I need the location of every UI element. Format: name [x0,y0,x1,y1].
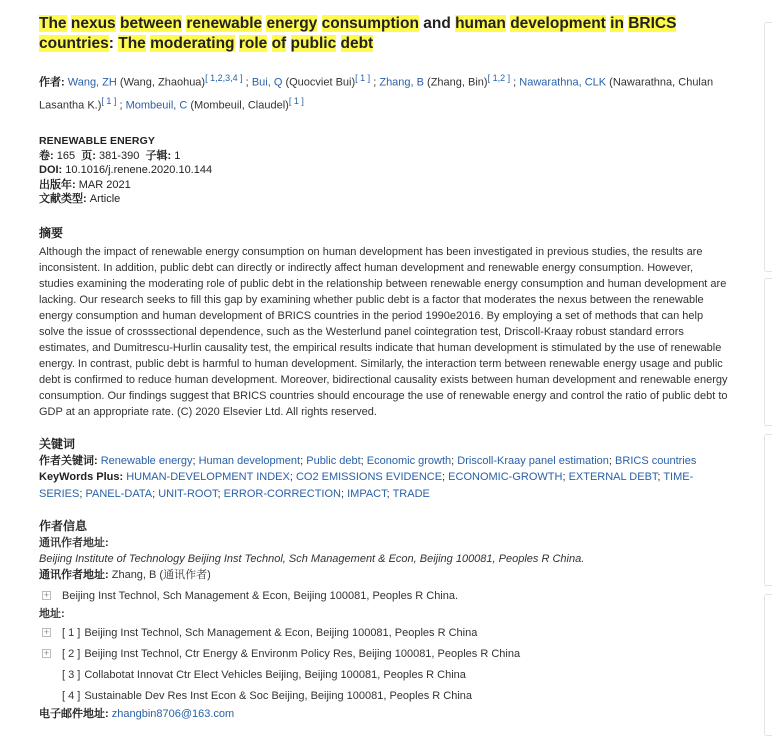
email-link[interactable]: zhangbin8706@163.com [111,708,235,721]
address-number: [ 1 ] [62,626,81,639]
authors-label: 作者: [39,76,65,89]
doi-label: DOI: [39,164,63,177]
authors-block: 作者: Wang, ZH (Wang, Zhaohua)[ 1,2,3,4 ] ; Bui, Q (Quocviet Bui)[ 1 ] ; Zhang, B (Zhang, Bin)[ 1,2 ] ; Nawarathna, CLK (Nawarathna, Chulan Lasantha K.)[ 1 ] ; Mombeuil, C (Mombeuil, Claudel)[ 1 ] [39,73,714,112]
corr-author-value: Zhang, B (通讯作者) [111,569,211,582]
title-highlight-term: development [510,15,606,32]
affiliation-ref[interactable]: [ 1,2 ] [487,73,511,83]
volume-pages-row [39,149,729,164]
author-keywords: 作者关键词: Renewable energy; Human development; Public debt; Economic growth; Driscoll-Kraay panel estimation; BRICS countries [39,454,697,467]
abstract-heading: 摘要 [39,225,64,240]
address-row [39,622,729,643]
corr-org-text: Beijing Inst Technol, Sch Management & Econ, Beijing 100081, Peoples R China. [62,589,459,602]
keyword-plus-link[interactable]: ERROR-CORRECTION [223,487,341,500]
author-full-name: (Wang, Zhaohua) [116,76,206,89]
title-highlight-term: BRICS [628,15,677,32]
keyword-plus-link[interactable]: UNIT-ROOT [158,487,218,500]
title-text [286,35,290,52]
keyword-plus-link[interactable]: HUMAN-DEVELOPMENT INDEX [126,471,290,484]
keyword-plus-link[interactable]: TRADE [392,487,430,500]
keyword-plus-link[interactable]: TIME-SERIES [39,471,694,500]
title-text [267,35,271,52]
title-highlight-term: moderating [150,35,235,52]
title-highlight-term: consumption [321,15,419,32]
address-number: [ 2 ] [62,647,81,660]
author-keyword-link[interactable]: BRICS countries [615,454,697,467]
journal-name: RENEWABLE ENERGY [39,135,155,148]
address-text: Beijing Inst Technol, Ctr Energy & Environm Policy Res, Beijing 100081, Peoples R China [84,647,521,660]
sidebar-panel-edge [764,22,772,272]
title-highlight-term: energy [266,15,318,32]
title-highlight-term: The [39,15,67,32]
corr-address2-label: 通讯作者地址: [39,569,109,582]
address-row [39,643,729,664]
email-label: 电子邮件地址: [39,708,109,721]
title-highlight-term: between [120,15,183,32]
corr-org-row [39,585,729,606]
author-link[interactable]: Nawarathna, CLK [519,76,607,89]
author-link[interactable]: Wang, ZH [67,76,117,89]
title-text [317,15,321,32]
corr-address-italic [39,551,729,567]
author-full-name: (Nawarathna, Chulan Lasantha K.) [39,76,714,112]
keywords-plus: KeyWords Plus: HUMAN-DEVELOPMENT INDEX; CO2 EMISSIONS EVIDENCE; ECONOMIC-GROWTH; EXTERNAL DEBT; TIME-SERIES; PANEL-DATA; UNIT-ROOT; ERROR-CORRECTION; IMPACT; TRADE [39,471,694,500]
title-highlight-term: debt [340,35,374,52]
author-link[interactable]: Bui, Q [251,76,283,89]
author-full-name: (Quocviet Bui) [282,76,356,89]
title-highlight-term: nexus [70,15,116,32]
keyword-plus-link[interactable]: CO2 EMISSIONS EVIDENCE [295,471,443,484]
affiliation-ref[interactable]: [ 1 ] [355,73,371,83]
expand-icon[interactable]: + [43,648,50,659]
published-row [39,178,729,193]
published-label: 出版年: [39,178,76,191]
address-number: [ 4 ] [62,689,81,702]
addresses-label: 地址: [39,608,65,621]
expand-icon[interactable]: + [43,627,50,638]
title-highlight-term: role [238,35,268,52]
doi-row [39,163,729,178]
title-highlight-term: renewable [186,15,263,32]
title-text: and [418,15,456,32]
keyword-plus-link[interactable]: EXTERNAL DEBT [568,471,658,484]
affiliation-ref[interactable]: [ 1 ] [288,95,304,106]
address-text: Beijing Inst Technol, Sch Management & Econ, Beijing 100081, Peoples R China [84,626,478,639]
keywords-heading: 关键词 [39,436,76,451]
author-keyword-link[interactable]: Economic growth [366,454,452,467]
doctype-value: Article [89,193,121,206]
article-title [39,14,729,54]
published-value: MAR 2021 [78,178,131,191]
volume-label: 卷: [39,149,54,162]
address-text: Sustainable Dev Res Inst Econ & Soc Beijing, Beijing 100081, Peoples R China [84,689,473,702]
title-highlight-term: public [290,35,337,52]
keyword-plus-link[interactable]: PANEL-DATA [85,487,153,500]
volume-value: 165 [56,149,76,162]
author-keyword-link[interactable]: Renewable energy [100,454,193,467]
author-info-heading: 作者信息 [39,519,88,534]
pages-value: 381-390 [98,149,140,162]
author-keyword-link[interactable]: Driscoll-Kraay panel estimation [457,454,609,467]
email-row [39,706,729,722]
author-link[interactable]: Zhang, B [379,76,424,89]
keywords-plus-label: KeyWords Plus: [39,471,124,484]
doctype-row [39,192,729,207]
address-list [39,622,729,706]
record-content [39,14,729,722]
title-highlight-term: in [610,15,624,32]
abstract-text: Although the impact of renewable energy consumption on human development has been investigated in previous studies, the results are inconsistent. In addition, public debt can directly or indirectly affect human development and renewable energy consumption. However, studies examining the moderating role of public debt in the relationship between renewable energy consumption and human development are lacking. Our research seeks to fill this gap by examining whether public debt is a factor that moderates the nexus between the renewable energy consumption and human development of BRICS countries in the period 1990e2016. By employing a set of methods that can help solve the issue of crosssectional dependence, such as the Westerlund panel cointegration test, Driscoll-Kraay robust standard errors estimates, and Dumitrescu-Hurlin causality test, the empirical results indicate that human development is stimulated by the use of renewable energy. In contrast, public debt is harmful to human development. Similarly, the interaction term between renewable energy usage and public debt is confirmed to reduce human development. Moreover, bidirectional causality exists between human development and renewable energy consumption. Our findings suggest that BRICS countries should encourage the use of renewable energy and control the ratio of public debt to GDP at an appropriate rate. (C) 2020 Elsevier Ltd. All rights reserved. [39,245,728,418]
title-highlight-term: countries [39,35,109,52]
keyword-plus-link[interactable]: IMPACT [347,487,387,500]
supplement-label: 子辑: [145,149,172,162]
sidebar-panel-edge [764,278,772,426]
corr-address-label: 通讯作者地址: [39,537,109,550]
title-text [336,35,340,52]
doi-value: 10.1016/j.renene.2020.10.144 [65,164,213,177]
sidebar-panel-edge [764,594,772,736]
affiliation-ref[interactable]: [ 1,2,3,4 ] [205,73,243,83]
title-text: : [108,35,114,52]
corr-address-text: Beijing Institute of Technology Beijing Inst Technol, Sch Management & Econ, Beijing 100081, Peoples R China. [39,553,585,566]
title-highlight-term: of [271,35,287,52]
author-keyword-link[interactable]: Human development [198,454,301,467]
title-highlight-term: human [455,15,506,32]
address-text: Collabotat Innovat Ctr Elect Vehicles Beijing, Beijing 100081, Peoples R China [84,668,466,681]
author-keyword-link[interactable]: Public debt [306,454,361,467]
keyword-plus-link[interactable]: ECONOMIC-GROWTH [448,471,563,484]
source-info [39,134,729,207]
author-full-name: (Mombeuil, Claudel) [187,99,289,112]
title-highlight-term: The [118,35,146,52]
sidebar-panel-edge [764,434,772,586]
expand-icon[interactable]: + [43,590,50,601]
address-row [39,685,729,706]
author-link[interactable]: Mombeuil, C [125,99,188,112]
address-number: [ 3 ] [62,668,81,681]
supplement-value: 1 [174,149,181,162]
address-row [39,664,729,685]
author-full-name: (Zhang, Bin) [423,76,488,89]
corr-author-row [39,567,729,583]
pages-label: 页: [81,149,96,162]
doctype-label: 文献类型: [39,193,87,206]
affiliation-ref[interactable]: [ 1 ] [101,95,117,106]
author-keywords-label: 作者关键词: [39,454,98,467]
